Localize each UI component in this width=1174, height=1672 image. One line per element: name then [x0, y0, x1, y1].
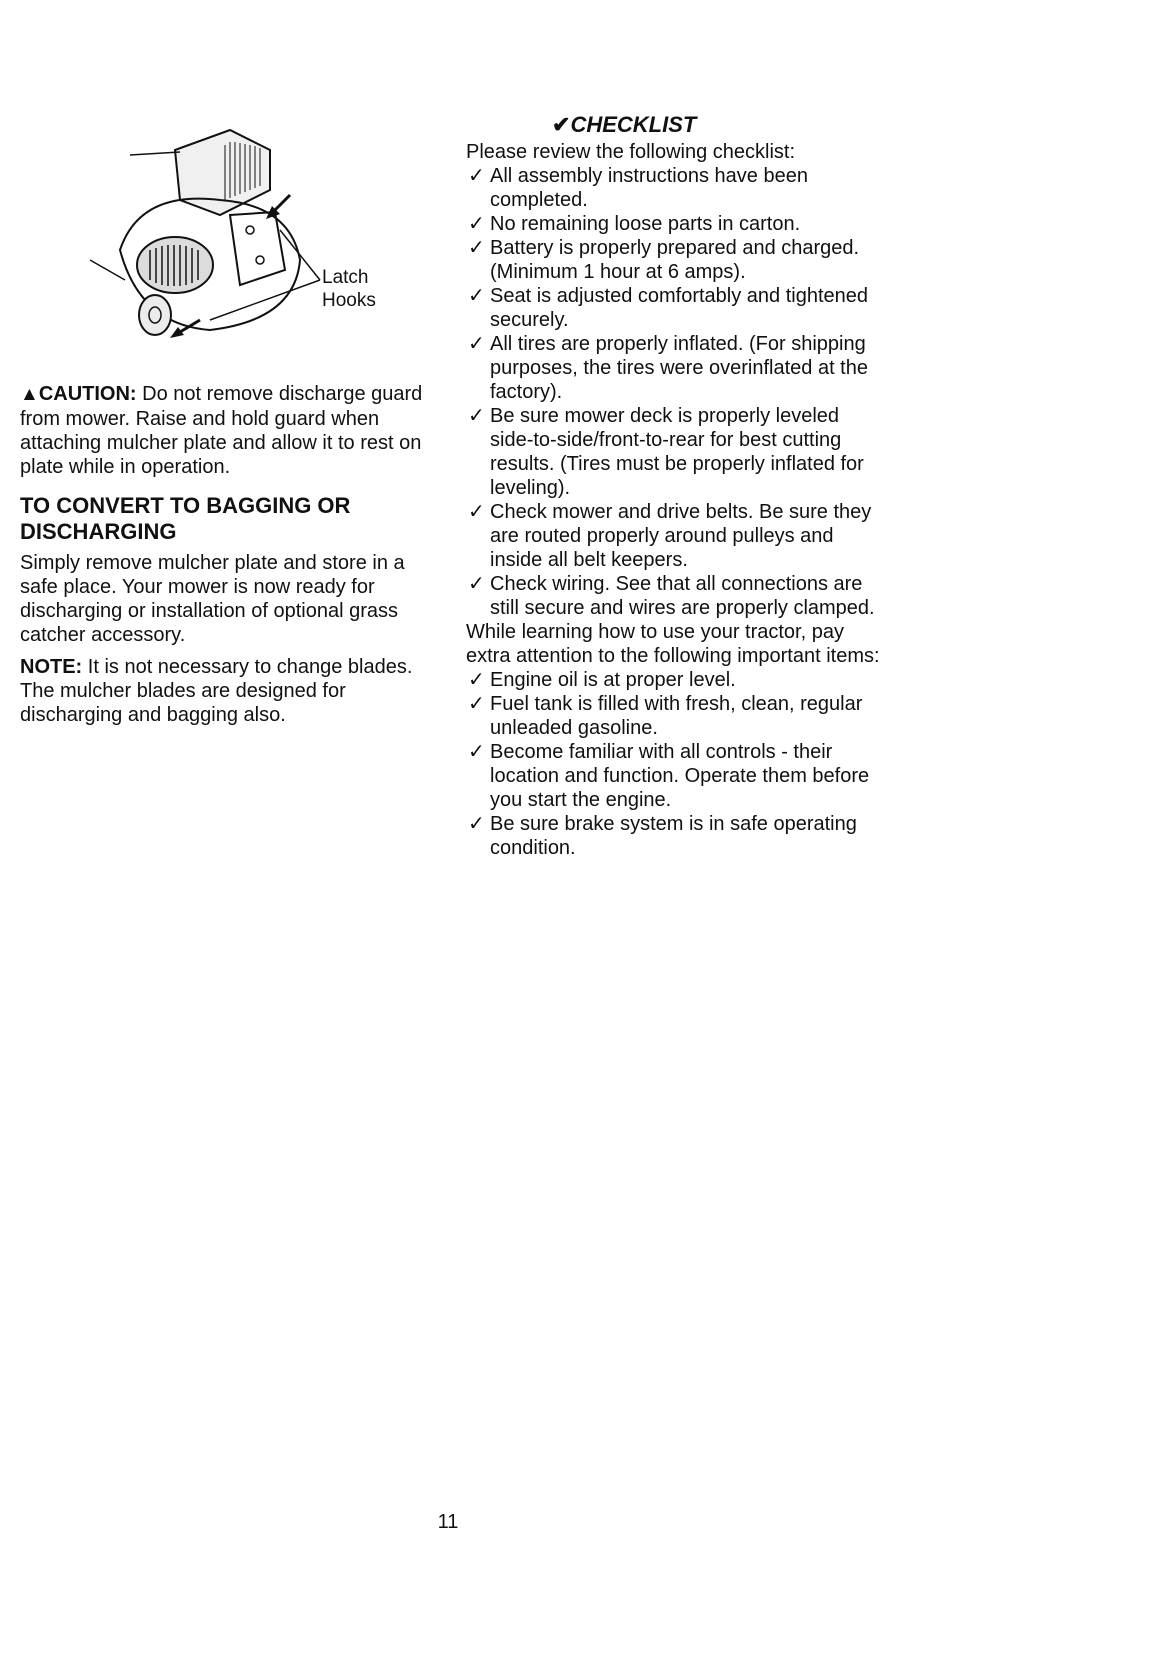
- checklist-item-text: All tires are properly inflated. (For shipping purposes, the tires were overinflated at the factory).: [490, 333, 868, 403]
- checklist-item-text: Battery is properly prepared and charged. (Minimum 1 hour at 6 amps).: [490, 237, 860, 283]
- warning-triangle-icon: ▲: [20, 384, 39, 405]
- checklist-item-text: Be sure mower deck is properly leveled side-to-side/front-to-rear for best cutting results. (Tires must be properly inflated for leveling).: [490, 405, 864, 499]
- learning-items: [466, 668, 886, 860]
- learning-item-text: Fuel tank is filled with fresh, clean, regular unleaded gasoline.: [490, 693, 863, 739]
- convert-heading: TO CONVERT TO BAGGING OR DISCHARGING: [20, 493, 351, 544]
- learning-item-text: Be sure brake system is in safe operating condition.: [490, 813, 857, 859]
- checklist-item: [466, 236, 886, 284]
- page-number: 11: [437, 1511, 459, 1533]
- checklist-item: [466, 404, 886, 500]
- checklist-item-text: Check mower and drive belts. Be sure they are routed properly around pulleys and inside all belt keepers.: [490, 501, 872, 571]
- note-paragraph: [20, 655, 440, 727]
- caution-lead: CAUTION:: [38, 383, 137, 405]
- checklist-title-text: CHECKLIST: [570, 112, 697, 137]
- check-mark-icon: ✓: [468, 813, 485, 835]
- learning-item: [466, 668, 886, 692]
- note-text: It is not necessary to change blades. The mulcher blades are designed for discharging and bagging also.: [20, 656, 413, 726]
- checklist-item-text: Seat is adjusted comfortably and tightened securely.: [490, 285, 869, 331]
- checklist-item: [466, 164, 886, 212]
- caution-paragraph: [20, 382, 440, 479]
- checklist-item-text: Check wiring. See that all connections are still secure and wires are properly clamped.: [490, 573, 875, 619]
- check-mark-icon: ✓: [468, 741, 485, 763]
- learning-item-text: Become familiar with all controls - their location and function. Operate them before you start the engine.: [490, 741, 870, 811]
- learning-item: [466, 740, 886, 812]
- learning-item: [466, 692, 886, 740]
- check-mark-icon: ✓: [468, 573, 485, 595]
- check-mark-icon: ✓: [468, 237, 485, 259]
- left-column: [20, 382, 440, 735]
- learning-item: [466, 812, 886, 860]
- checklist-item-text: All assembly instructions have been completed.: [490, 165, 808, 211]
- check-mark-icon: ✓: [468, 165, 485, 187]
- mower-deck-drawing: [80, 120, 420, 370]
- learning-item-text: Engine oil is at proper level.: [490, 669, 736, 691]
- convert-body: Simply remove mulcher plate and store in a safe place. Your mower is now ready for discharging or installation of optional grass catcher accessory.: [20, 552, 405, 646]
- latch-label: Latch: [322, 267, 369, 288]
- check-mark-icon: ✓: [468, 285, 485, 307]
- mulcher-plate-illustration: [80, 120, 420, 370]
- checklist-item: [466, 332, 886, 404]
- caution-text: Do not remove discharge guard from mower. Raise and hold guard when attaching mulcher plate and allow it to rest on plate while in operation.: [20, 383, 423, 478]
- checklist-item: [466, 284, 886, 332]
- checklist-intro: Please review the following checklist:: [466, 141, 796, 163]
- check-mark-icon: ✓: [468, 405, 485, 427]
- checklist-item-text: No remaining loose parts in carton.: [490, 213, 801, 235]
- check-mark-icon: ✓: [468, 213, 485, 235]
- learning-intro: While learning how to use your tractor, pay extra attention to the following important items:: [466, 621, 880, 667]
- checklist-item: [466, 500, 886, 572]
- check-mark-icon: ✓: [468, 693, 485, 715]
- check-mark-icon: ✓: [468, 501, 485, 523]
- hooks-label: Hooks: [322, 290, 376, 311]
- check-mark-icon: ✓: [468, 333, 485, 355]
- check-mark-icon: ✓: [468, 669, 485, 691]
- checklist-title: [552, 112, 886, 138]
- checklist-items: [466, 164, 886, 620]
- checklist-item: [466, 212, 886, 236]
- right-column: [466, 112, 886, 860]
- check-mark-icon: ✔: [552, 112, 571, 137]
- note-lead: NOTE:: [20, 656, 83, 678]
- checklist-item: [466, 572, 886, 620]
